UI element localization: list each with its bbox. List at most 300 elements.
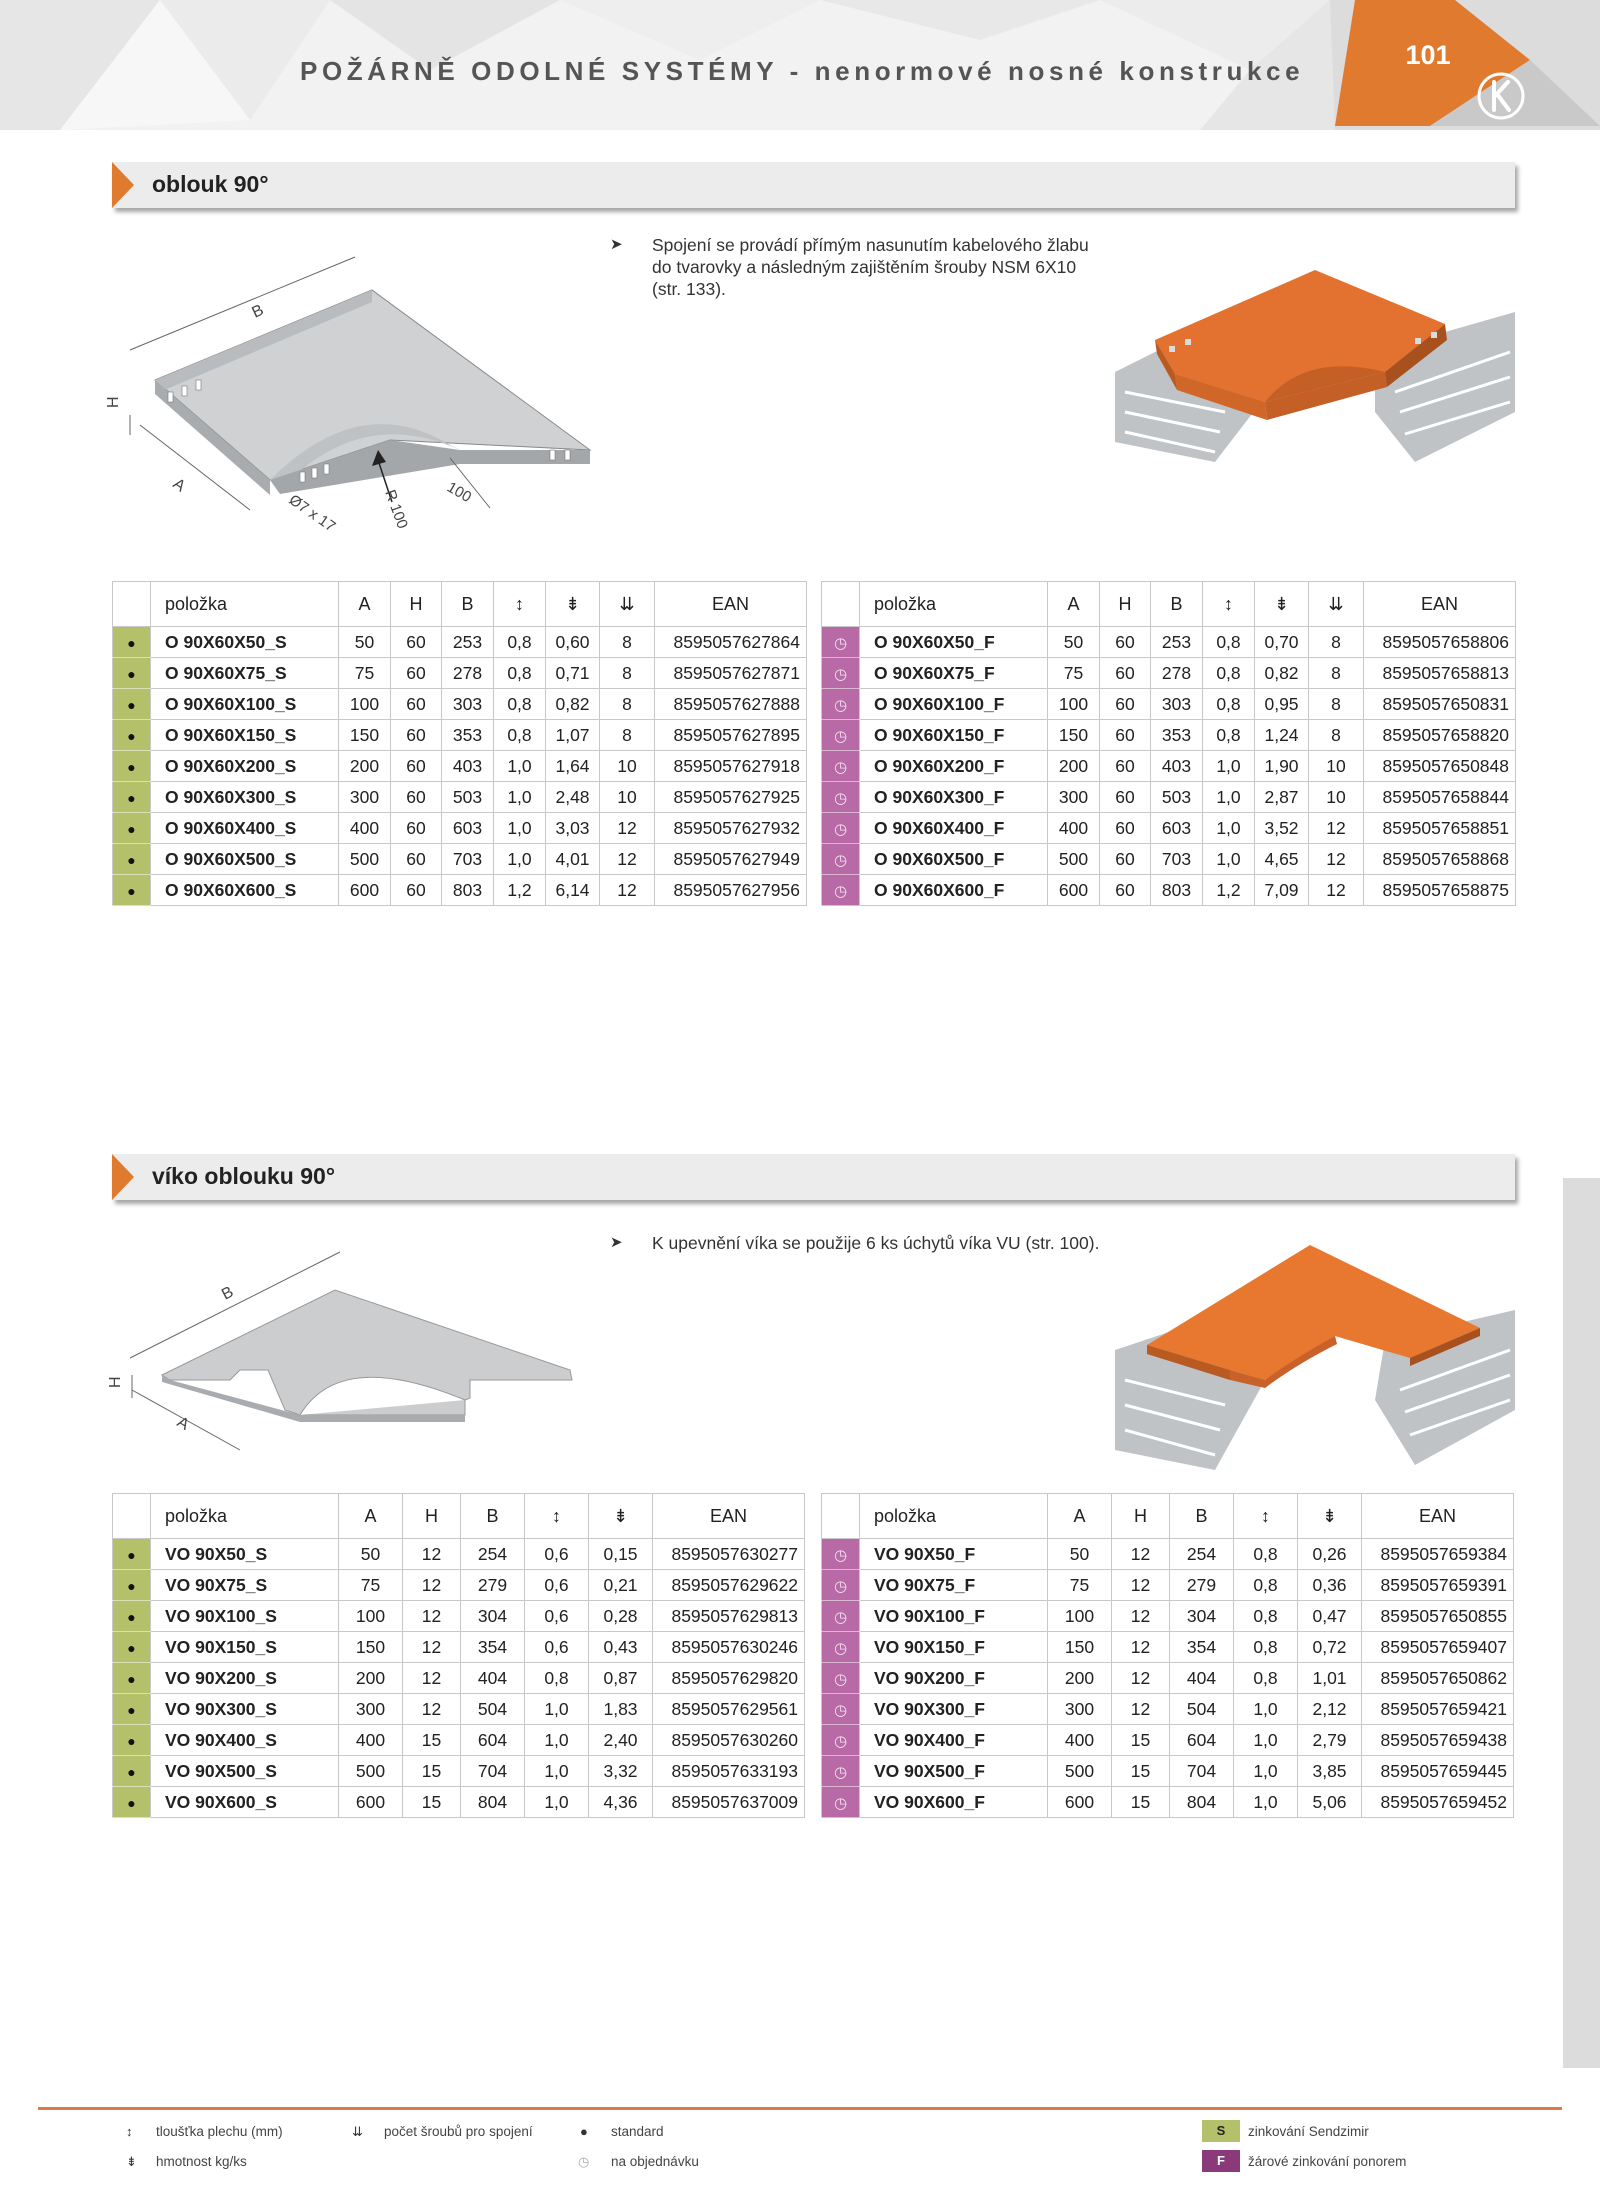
clock-icon: ◷ bbox=[833, 789, 848, 807]
ean-cell: 8595057659391 bbox=[1362, 1570, 1514, 1601]
dim-label-b: B bbox=[249, 301, 267, 322]
on-order-marker bbox=[822, 782, 860, 813]
col-header-a: A bbox=[339, 582, 391, 627]
ean-cell: 8595057650855 bbox=[1362, 1601, 1514, 1632]
ean-cell: 8595057650862 bbox=[1362, 1663, 1514, 1694]
table-body bbox=[822, 627, 1516, 906]
value-cell: 400 bbox=[339, 1725, 403, 1756]
value-cell: 1,0 bbox=[1203, 844, 1255, 875]
table-row bbox=[822, 1663, 1514, 1694]
item-code: VO 90X600_F bbox=[860, 1787, 1048, 1818]
value-cell: 2,40 bbox=[589, 1725, 653, 1756]
dim-label-radius: R 100 bbox=[381, 487, 411, 531]
value-cell: 500 bbox=[339, 844, 391, 875]
value-cell: 1,0 bbox=[1234, 1756, 1298, 1787]
standard-dot-icon: ● bbox=[127, 1608, 136, 1625]
standard-marker bbox=[113, 1539, 151, 1570]
value-cell: 2,48 bbox=[546, 782, 600, 813]
value-cell: 200 bbox=[339, 1663, 403, 1694]
standard-marker bbox=[113, 1756, 151, 1787]
value-cell: 100 bbox=[1048, 689, 1100, 720]
clock-icon: ◷ bbox=[578, 2154, 590, 2169]
thickness-icon: ↕ bbox=[126, 2124, 133, 2139]
table-row bbox=[113, 1694, 805, 1725]
table-row bbox=[113, 875, 807, 906]
item-code: VO 90X100_F bbox=[860, 1601, 1048, 1632]
table-row bbox=[822, 627, 1516, 658]
table-row bbox=[113, 751, 807, 782]
table-row bbox=[113, 627, 807, 658]
value-cell: 8 bbox=[600, 720, 655, 751]
legend-weight: hmotnost kg/ks bbox=[156, 2154, 247, 2169]
on-order-marker bbox=[822, 1694, 860, 1725]
value-cell: 60 bbox=[391, 813, 442, 844]
value-cell: 12 bbox=[403, 1570, 461, 1601]
standard-marker bbox=[113, 1663, 151, 1694]
value-cell: 8 bbox=[1309, 720, 1364, 751]
value-cell: 300 bbox=[1048, 1694, 1112, 1725]
standard-dot-icon: ● bbox=[127, 634, 136, 651]
value-cell: 12 bbox=[1112, 1539, 1170, 1570]
item-code: VO 90X500_S bbox=[151, 1756, 339, 1787]
dim-label-h: H bbox=[105, 396, 122, 408]
dim-label-b: B bbox=[219, 1283, 237, 1304]
table-row bbox=[822, 782, 1516, 813]
clock-icon: ◷ bbox=[833, 696, 848, 714]
ean-cell: 8595057630277 bbox=[653, 1539, 805, 1570]
value-cell: 60 bbox=[391, 627, 442, 658]
standard-marker bbox=[113, 720, 151, 751]
value-cell: 15 bbox=[403, 1725, 461, 1756]
standard-marker bbox=[113, 627, 151, 658]
standard-marker bbox=[113, 1632, 151, 1663]
ean-cell: 8595057650848 bbox=[1364, 751, 1516, 782]
value-cell: 254 bbox=[1170, 1539, 1234, 1570]
value-cell: 303 bbox=[1151, 689, 1203, 720]
page-number: 101 bbox=[1405, 40, 1451, 70]
value-cell: 60 bbox=[391, 689, 442, 720]
section-marker-viko bbox=[112, 1154, 134, 1200]
ean-cell: 8595057659445 bbox=[1362, 1756, 1514, 1787]
value-cell: 600 bbox=[339, 875, 391, 906]
item-code: VO 90X75_S bbox=[151, 1570, 339, 1601]
legend-standard: standard bbox=[611, 2124, 664, 2139]
value-cell: 10 bbox=[600, 751, 655, 782]
item-code: O 90X60X600_F bbox=[860, 875, 1048, 906]
value-cell: 60 bbox=[391, 720, 442, 751]
table-row bbox=[113, 1787, 805, 1818]
value-cell: 50 bbox=[1048, 1539, 1112, 1570]
ean-cell: 8595057627956 bbox=[655, 875, 807, 906]
value-cell: 12 bbox=[1112, 1694, 1170, 1725]
ean-cell: 8595057627918 bbox=[655, 751, 807, 782]
value-cell: 0,47 bbox=[1298, 1601, 1362, 1632]
screws-icon: ⇊ bbox=[352, 2124, 363, 2139]
value-cell: 300 bbox=[339, 1694, 403, 1725]
col-header-b: B bbox=[1170, 1494, 1234, 1539]
clock-icon: ◷ bbox=[833, 634, 848, 652]
value-cell: 604 bbox=[461, 1725, 525, 1756]
ean-cell: 8595057659407 bbox=[1362, 1632, 1514, 1663]
value-cell: 0,82 bbox=[1255, 658, 1309, 689]
col-header-ean: EAN bbox=[1362, 1494, 1514, 1539]
on-order-marker bbox=[822, 1632, 860, 1663]
value-cell: 75 bbox=[339, 1570, 403, 1601]
standard-dot-icon: ● bbox=[127, 1639, 136, 1656]
standard-marker bbox=[113, 1694, 151, 1725]
thickness-icon: ↕ bbox=[1234, 1494, 1298, 1539]
dim-label-h: H bbox=[107, 1376, 124, 1388]
value-cell: 2,12 bbox=[1298, 1694, 1362, 1725]
value-cell: 804 bbox=[461, 1787, 525, 1818]
screws-icon: ⇊ bbox=[1309, 582, 1364, 627]
value-cell: 3,32 bbox=[589, 1756, 653, 1787]
table-header-row bbox=[113, 1494, 805, 1539]
value-cell: 604 bbox=[1170, 1725, 1234, 1756]
value-cell: 60 bbox=[1100, 720, 1151, 751]
value-cell: 60 bbox=[391, 658, 442, 689]
table-viko-s bbox=[112, 1493, 805, 1818]
value-cell: 300 bbox=[1048, 782, 1100, 813]
value-cell: 1,0 bbox=[494, 782, 546, 813]
ean-cell: 8595057658844 bbox=[1364, 782, 1516, 813]
ean-cell: 8595057627871 bbox=[655, 658, 807, 689]
clock-icon: ◷ bbox=[833, 727, 848, 745]
table-row bbox=[822, 875, 1516, 906]
value-cell: 60 bbox=[391, 782, 442, 813]
value-cell: 60 bbox=[1100, 875, 1151, 906]
value-cell: 100 bbox=[1048, 1601, 1112, 1632]
footer-divider bbox=[38, 2107, 1562, 2110]
table-row bbox=[113, 1570, 805, 1601]
item-code: O 90X60X75_S bbox=[151, 658, 339, 689]
value-cell: 1,07 bbox=[546, 720, 600, 751]
dim-label-a: A bbox=[169, 475, 189, 496]
table-row bbox=[113, 782, 807, 813]
value-cell: 12 bbox=[1112, 1570, 1170, 1601]
ean-cell: 8595057650831 bbox=[1364, 689, 1516, 720]
value-cell: 150 bbox=[1048, 720, 1100, 751]
item-code: VO 90X50_F bbox=[860, 1539, 1048, 1570]
standard-marker bbox=[113, 1601, 151, 1632]
clock-icon: ◷ bbox=[833, 1670, 848, 1688]
value-cell: 75 bbox=[1048, 658, 1100, 689]
col-header-polozka: položka bbox=[860, 1494, 1048, 1539]
section-marker-oblouk bbox=[112, 162, 134, 208]
on-order-marker bbox=[822, 813, 860, 844]
value-cell: 15 bbox=[403, 1787, 461, 1818]
item-code: VO 90X150_S bbox=[151, 1632, 339, 1663]
value-cell: 704 bbox=[1170, 1756, 1234, 1787]
header-title: POŽÁRNĚ ODOLNÉ SYSTÉMY - nenormové nosné konstrukce bbox=[300, 56, 1305, 86]
on-order-marker bbox=[822, 689, 860, 720]
bend-orange-photo bbox=[1115, 262, 1515, 482]
value-cell: 600 bbox=[339, 1787, 403, 1818]
value-cell: 15 bbox=[403, 1756, 461, 1787]
value-cell: 0,87 bbox=[589, 1663, 653, 1694]
value-cell: 404 bbox=[1170, 1663, 1234, 1694]
value-cell: 0,8 bbox=[1234, 1570, 1298, 1601]
cover-orange-photo bbox=[1115, 1240, 1515, 1480]
ean-cell: 8595057629820 bbox=[653, 1663, 805, 1694]
marker-header bbox=[113, 1494, 151, 1539]
value-cell: 60 bbox=[1100, 751, 1151, 782]
value-cell: 12 bbox=[403, 1632, 461, 1663]
clock-icon: ◷ bbox=[833, 882, 848, 900]
item-code: VO 90X300_F bbox=[860, 1694, 1048, 1725]
f-badge: F bbox=[1202, 2150, 1240, 2172]
item-code: VO 90X150_F bbox=[860, 1632, 1048, 1663]
item-code: VO 90X200_S bbox=[151, 1663, 339, 1694]
note-text: K upevnění víka se použije 6 ks úchytů víka VU (str. 100). bbox=[652, 1233, 1100, 1253]
col-header-b: B bbox=[461, 1494, 525, 1539]
standard-dot-icon: ● bbox=[127, 758, 136, 775]
value-cell: 1,24 bbox=[1255, 720, 1309, 751]
value-cell: 75 bbox=[339, 658, 391, 689]
value-cell: 0,6 bbox=[525, 1539, 589, 1570]
value-cell: 10 bbox=[1309, 782, 1364, 813]
ean-cell: 8595057658806 bbox=[1364, 627, 1516, 658]
table-oblouk-f bbox=[821, 581, 1516, 906]
clock-icon: ◷ bbox=[833, 1639, 848, 1657]
col-header-h: H bbox=[1100, 582, 1151, 627]
value-cell: 279 bbox=[461, 1570, 525, 1601]
value-cell: 12 bbox=[403, 1663, 461, 1694]
standard-marker bbox=[113, 844, 151, 875]
value-cell: 504 bbox=[1170, 1694, 1234, 1725]
value-cell: 150 bbox=[339, 720, 391, 751]
item-code: O 90X60X100_F bbox=[860, 689, 1048, 720]
value-cell: 15 bbox=[1112, 1756, 1170, 1787]
value-cell: 10 bbox=[1309, 751, 1364, 782]
value-cell: 1,0 bbox=[525, 1756, 589, 1787]
legend-screws: počet šroubů pro spojení bbox=[384, 2124, 533, 2139]
standard-marker bbox=[113, 751, 151, 782]
standard-dot-icon: ● bbox=[127, 1732, 136, 1749]
standard-dot-icon: ● bbox=[127, 1577, 136, 1594]
dim-label-length: 100 bbox=[444, 478, 475, 506]
value-cell: 0,6 bbox=[525, 1570, 589, 1601]
value-cell: 60 bbox=[1100, 627, 1151, 658]
value-cell: 0,60 bbox=[546, 627, 600, 658]
value-cell: 12 bbox=[403, 1601, 461, 1632]
standard-dot-icon: ● bbox=[127, 727, 136, 744]
weight-icon: ⇟ bbox=[589, 1494, 653, 1539]
section-title-viko: víko oblouku 90° bbox=[152, 1163, 336, 1189]
value-cell: 1,0 bbox=[1203, 813, 1255, 844]
marker-header bbox=[822, 582, 860, 627]
value-cell: 400 bbox=[1048, 1725, 1112, 1756]
value-cell: 8 bbox=[600, 658, 655, 689]
value-cell: 1,0 bbox=[525, 1787, 589, 1818]
item-code: VO 90X400_S bbox=[151, 1725, 339, 1756]
value-cell: 200 bbox=[339, 751, 391, 782]
value-cell: 60 bbox=[1100, 689, 1151, 720]
table-row bbox=[113, 1539, 805, 1570]
table-body bbox=[113, 1539, 805, 1818]
value-cell: 60 bbox=[391, 844, 442, 875]
table-viko-f bbox=[821, 1493, 1514, 1818]
ean-cell: 8595057659421 bbox=[1362, 1694, 1514, 1725]
standard-dot-icon: ● bbox=[127, 1794, 136, 1811]
legend-on-order: na objednávku bbox=[611, 2154, 699, 2169]
value-cell: 3,52 bbox=[1255, 813, 1309, 844]
table-row bbox=[822, 1570, 1514, 1601]
col-header-a: A bbox=[1048, 582, 1100, 627]
item-code: O 90X60X150_F bbox=[860, 720, 1048, 751]
col-header-polozka: položka bbox=[860, 582, 1048, 627]
value-cell: 8 bbox=[600, 689, 655, 720]
ean-cell: 8595057630246 bbox=[653, 1632, 805, 1663]
clock-icon: ◷ bbox=[833, 1794, 848, 1812]
value-cell: 0,8 bbox=[494, 720, 546, 751]
table-row bbox=[113, 689, 807, 720]
table-row bbox=[113, 1756, 805, 1787]
value-cell: 2,87 bbox=[1255, 782, 1309, 813]
item-code: O 90X60X600_S bbox=[151, 875, 339, 906]
item-code: VO 90X300_S bbox=[151, 1694, 339, 1725]
item-code: O 90X60X500_S bbox=[151, 844, 339, 875]
legend-thickness: tloušťka plechu (mm) bbox=[156, 2124, 283, 2139]
item-code: O 90X60X300_F bbox=[860, 782, 1048, 813]
table-row bbox=[113, 1601, 805, 1632]
clock-icon: ◷ bbox=[833, 1608, 848, 1626]
value-cell: 1,0 bbox=[525, 1694, 589, 1725]
value-cell: 1,0 bbox=[1203, 782, 1255, 813]
clock-icon: ◷ bbox=[833, 1732, 848, 1750]
col-header-polozka: položka bbox=[151, 1494, 339, 1539]
item-code: O 90X60X150_S bbox=[151, 720, 339, 751]
value-cell: 0,8 bbox=[1203, 627, 1255, 658]
value-cell: 12 bbox=[403, 1694, 461, 1725]
standard-marker bbox=[113, 1787, 151, 1818]
table-header-row bbox=[113, 582, 807, 627]
standard-dot-icon: ● bbox=[127, 851, 136, 868]
standard-dot-icon: ● bbox=[127, 789, 136, 806]
table-row bbox=[822, 1787, 1514, 1818]
value-cell: 60 bbox=[1100, 813, 1151, 844]
value-cell: 353 bbox=[442, 720, 494, 751]
ean-cell: 8595057629622 bbox=[653, 1570, 805, 1601]
table-row bbox=[822, 751, 1516, 782]
value-cell: 803 bbox=[442, 875, 494, 906]
ean-cell: 8595057629561 bbox=[653, 1694, 805, 1725]
item-code: O 90X60X300_S bbox=[151, 782, 339, 813]
value-cell: 60 bbox=[1100, 844, 1151, 875]
value-cell: 200 bbox=[1048, 751, 1100, 782]
table-row bbox=[113, 813, 807, 844]
value-cell: 278 bbox=[1151, 658, 1203, 689]
table-row bbox=[822, 1756, 1514, 1787]
item-code: O 90X60X75_F bbox=[860, 658, 1048, 689]
value-cell: 1,64 bbox=[546, 751, 600, 782]
value-cell: 404 bbox=[461, 1663, 525, 1694]
item-code: O 90X60X100_S bbox=[151, 689, 339, 720]
col-header-ean: EAN bbox=[1364, 582, 1516, 627]
ean-cell: 8595057627888 bbox=[655, 689, 807, 720]
clock-icon: ◷ bbox=[833, 1763, 848, 1781]
item-code: VO 90X50_S bbox=[151, 1539, 339, 1570]
table-row bbox=[822, 1601, 1514, 1632]
value-cell: 200 bbox=[1048, 1663, 1112, 1694]
table-row bbox=[822, 658, 1516, 689]
value-cell: 8 bbox=[1309, 627, 1364, 658]
col-header-a: A bbox=[1048, 1494, 1112, 1539]
value-cell: 12 bbox=[1112, 1663, 1170, 1694]
value-cell: 0,8 bbox=[494, 658, 546, 689]
table-row bbox=[822, 813, 1516, 844]
value-cell: 12 bbox=[600, 813, 655, 844]
on-order-marker bbox=[822, 658, 860, 689]
ean-cell: 8595057627949 bbox=[655, 844, 807, 875]
ean-cell: 8595057659384 bbox=[1362, 1539, 1514, 1570]
standard-marker bbox=[113, 1570, 151, 1601]
value-cell: 300 bbox=[339, 782, 391, 813]
col-header-b: B bbox=[442, 582, 494, 627]
standard-marker bbox=[113, 813, 151, 844]
item-code: VO 90X400_F bbox=[860, 1725, 1048, 1756]
value-cell: 12 bbox=[600, 875, 655, 906]
value-cell: 1,0 bbox=[1234, 1787, 1298, 1818]
value-cell: 60 bbox=[391, 875, 442, 906]
ean-cell: 8595057658875 bbox=[1364, 875, 1516, 906]
value-cell: 10 bbox=[600, 782, 655, 813]
value-cell: 1,01 bbox=[1298, 1663, 1362, 1694]
value-cell: 1,83 bbox=[589, 1694, 653, 1725]
standard-dot-icon: ● bbox=[127, 696, 136, 713]
table-row bbox=[113, 844, 807, 875]
value-cell: 279 bbox=[1170, 1570, 1234, 1601]
standard-marker bbox=[113, 658, 151, 689]
value-cell: 4,36 bbox=[589, 1787, 653, 1818]
item-code: VO 90X600_S bbox=[151, 1787, 339, 1818]
value-cell: 0,15 bbox=[589, 1539, 653, 1570]
s-badge: S bbox=[1202, 2120, 1240, 2142]
item-code: O 90X60X400_S bbox=[151, 813, 339, 844]
ean-cell: 8595057629813 bbox=[653, 1601, 805, 1632]
standard-marker bbox=[113, 875, 151, 906]
k-circle-logo-icon bbox=[1475, 70, 1527, 122]
standard-dot-icon: ● bbox=[127, 1670, 136, 1687]
value-cell: 1,0 bbox=[494, 751, 546, 782]
table-header-row bbox=[822, 582, 1516, 627]
item-code: O 90X60X50_F bbox=[860, 627, 1048, 658]
value-cell: 504 bbox=[461, 1694, 525, 1725]
value-cell: 804 bbox=[1170, 1787, 1234, 1818]
value-cell: 400 bbox=[1048, 813, 1100, 844]
thickness-icon: ↕ bbox=[525, 1494, 589, 1539]
value-cell: 803 bbox=[1151, 875, 1203, 906]
value-cell: 1,0 bbox=[494, 844, 546, 875]
table-row bbox=[822, 1725, 1514, 1756]
standard-dot-icon: ● bbox=[127, 665, 136, 682]
value-cell: 50 bbox=[339, 1539, 403, 1570]
value-cell: 15 bbox=[1112, 1787, 1170, 1818]
table-oblouk-s bbox=[112, 581, 807, 906]
value-cell: 8 bbox=[600, 627, 655, 658]
value-cell: 7,09 bbox=[1255, 875, 1309, 906]
on-order-marker bbox=[822, 844, 860, 875]
value-cell: 403 bbox=[442, 751, 494, 782]
ean-cell: 8595057633193 bbox=[653, 1756, 805, 1787]
value-cell: 500 bbox=[1048, 844, 1100, 875]
value-cell: 12 bbox=[1309, 844, 1364, 875]
value-cell: 60 bbox=[1100, 782, 1151, 813]
ean-cell: 8595057659452 bbox=[1362, 1787, 1514, 1818]
value-cell: 600 bbox=[1048, 875, 1100, 906]
bend-technical-drawing bbox=[105, 240, 610, 540]
table-header-row bbox=[822, 1494, 1514, 1539]
